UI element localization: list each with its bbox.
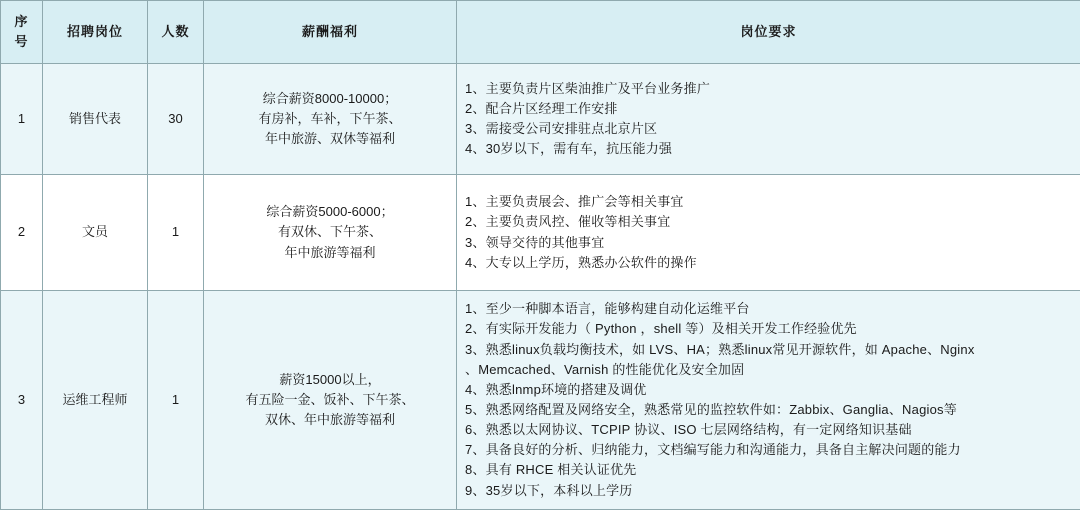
table-row bbox=[1, 175, 1080, 291]
requirement-line: 1、主要负责展会、推广会等相关事宜 bbox=[465, 192, 1072, 212]
table-header-row bbox=[1, 1, 1080, 64]
cell-requirements bbox=[457, 175, 1080, 291]
requirement-line: 6、熟悉以太网协议、TCPIP 协议、ISO 七层网络结构，有一定网络知识基础 bbox=[465, 420, 1072, 440]
cell-salary bbox=[204, 291, 457, 510]
requirement-line: 、Memcached、Varnish 的性能优化及安全加固 bbox=[465, 360, 1072, 380]
salary-line: 综合薪资5000-6000； bbox=[212, 202, 448, 222]
salary-line: 有五险一金、饭补、下午茶、 bbox=[212, 390, 448, 410]
cell-salary bbox=[204, 64, 457, 175]
table-row bbox=[1, 64, 1080, 175]
salary-line: 有房补，车补，下午茶、 bbox=[212, 109, 448, 129]
requirement-line: 2、主要负责风控、催收等相关事宜 bbox=[465, 212, 1072, 232]
column-header-salary: 薪酬福利 bbox=[204, 1, 457, 64]
cell-no: 1 bbox=[1, 64, 43, 175]
requirement-line: 3、熟悉linux负载均衡技术，如 LVS、HA；熟悉linux常见开源软件，如 Apache、Nginx bbox=[465, 340, 1072, 360]
table-body bbox=[1, 64, 1080, 510]
column-header-post: 招聘岗位 bbox=[43, 1, 148, 64]
column-header-no: 序号 bbox=[1, 1, 43, 64]
salary-line: 有双休、下午茶、 bbox=[212, 222, 448, 242]
requirement-line: 2、配合片区经理工作安排 bbox=[465, 99, 1072, 119]
salary-line: 年中旅游等福利 bbox=[212, 243, 448, 263]
requirement-line: 4、30岁以下，需有车，抗压能力强 bbox=[465, 139, 1072, 159]
cell-count: 1 bbox=[148, 291, 204, 510]
cell-requirements bbox=[457, 291, 1080, 510]
requirement-line: 5、熟悉网络配置及网络安全，熟悉常见的监控软件如：Zabbix、Ganglia、Nagios等 bbox=[465, 400, 1072, 420]
requirement-line: 8、具有 RHCE 相关认证优先 bbox=[465, 460, 1072, 480]
cell-count: 1 bbox=[148, 175, 204, 291]
cell-count: 30 bbox=[148, 64, 204, 175]
table-header bbox=[1, 1, 1080, 64]
salary-line: 综合薪资8000-10000； bbox=[212, 89, 448, 109]
cell-no: 2 bbox=[1, 175, 43, 291]
requirement-line: 1、至少一种脚本语言，能够构建自动化运维平台 bbox=[465, 299, 1072, 319]
cell-post: 销售代表 bbox=[43, 64, 148, 175]
requirement-line: 1、主要负责片区柴油推广及平台业务推广 bbox=[465, 79, 1072, 99]
requirement-line: 4、大专以上学历，熟悉办公软件的操作 bbox=[465, 253, 1072, 273]
cell-post: 文员 bbox=[43, 175, 148, 291]
column-header-requirements: 岗位要求 bbox=[457, 1, 1080, 64]
requirement-line: 3、需接受公司安排驻点北京片区 bbox=[465, 119, 1072, 139]
requirement-line: 2、有实际开发能力（ Python ，shell 等）及相关开发工作经验优先 bbox=[465, 319, 1072, 339]
cell-salary bbox=[204, 175, 457, 291]
cell-no: 3 bbox=[1, 291, 43, 510]
salary-line: 双休、年中旅游等福利 bbox=[212, 410, 448, 430]
requirement-line: 7、具备良好的分析、归纳能力，文档编写能力和沟通能力，具备自主解决问题的能力 bbox=[465, 440, 1072, 460]
table-row bbox=[1, 291, 1080, 510]
requirement-line: 9、35岁以下，本科以上学历 bbox=[465, 481, 1072, 501]
requirement-line: 3、领导交待的其他事宜 bbox=[465, 233, 1072, 253]
requirement-line: 4、熟悉lnmp环境的搭建及调优 bbox=[465, 380, 1072, 400]
column-header-count: 人数 bbox=[148, 1, 204, 64]
cell-post: 运维工程师 bbox=[43, 291, 148, 510]
salary-line: 薪资15000以上， bbox=[212, 370, 448, 390]
cell-requirements bbox=[457, 64, 1080, 175]
salary-line: 年中旅游、双休等福利 bbox=[212, 129, 448, 149]
